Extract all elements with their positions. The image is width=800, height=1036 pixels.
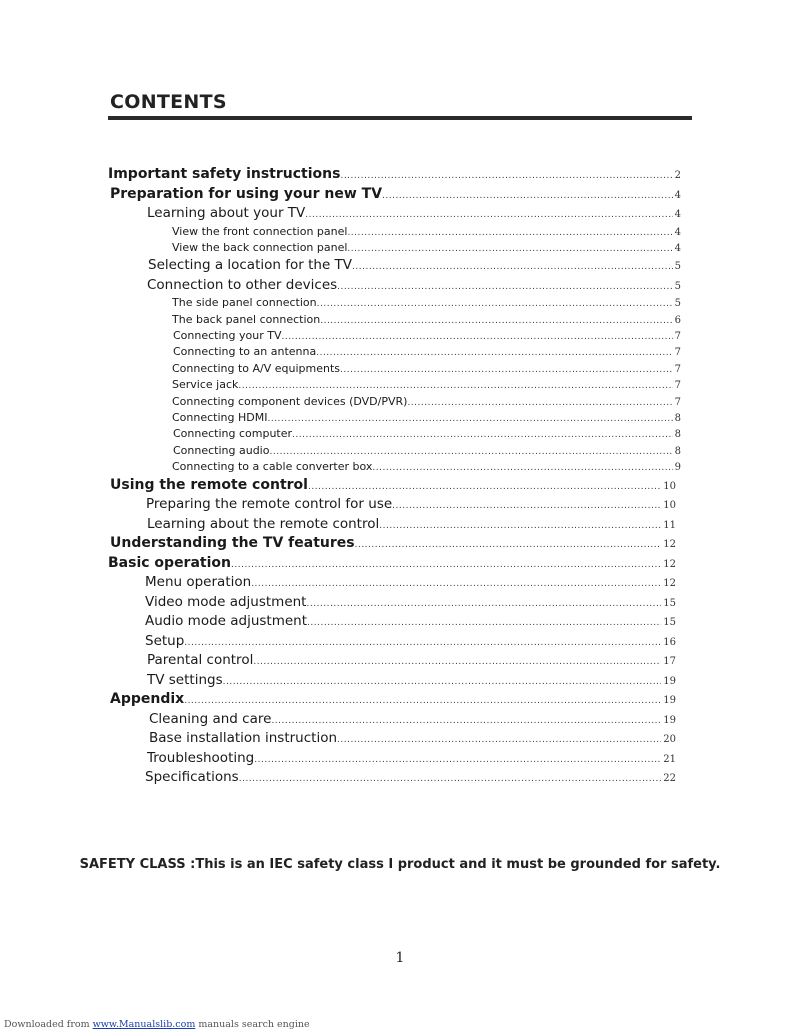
toc-entry-label: Connecting component devices (DVD/PVR) bbox=[172, 394, 408, 408]
toc-leader-dots bbox=[254, 755, 661, 765]
toc-entry-page: 4 bbox=[674, 242, 681, 254]
footer-suffix: manuals search engine bbox=[195, 1019, 310, 1030]
toc-entry-page: 7 bbox=[674, 347, 681, 359]
heading-rule bbox=[108, 116, 692, 120]
toc-leader-dots bbox=[271, 716, 661, 726]
toc-entry-label: Specifications bbox=[145, 769, 239, 786]
toc-entry bbox=[147, 516, 676, 536]
toc-entry-label: Using the remote control bbox=[110, 476, 308, 493]
toc-leader-dots bbox=[238, 381, 672, 391]
safety-class-notice: SAFETY CLASS :This is an IEC safety class I product and it must be grounded for safety. bbox=[79, 857, 721, 872]
toc-entry-page: 5 bbox=[674, 261, 681, 273]
toc-entry bbox=[145, 574, 676, 594]
toc-leader-dots bbox=[340, 365, 673, 375]
page-heading: CONTENTS bbox=[110, 91, 227, 113]
toc-entry bbox=[148, 257, 681, 277]
toc-leader-dots bbox=[292, 430, 673, 440]
toc-entry-label: Understanding the TV features bbox=[110, 535, 355, 552]
toc-entry-page: 4 bbox=[674, 189, 681, 201]
toc-leader-dots bbox=[307, 618, 661, 628]
toc-entry-label: Troubleshooting bbox=[147, 749, 255, 766]
toc-entry-page: 8 bbox=[674, 445, 681, 457]
footer-prefix: Downloaded from bbox=[4, 1019, 93, 1030]
toc-entry-label: Connecting computer bbox=[173, 427, 293, 441]
toc-leader-dots bbox=[269, 447, 672, 457]
toc-entry bbox=[147, 672, 676, 692]
toc-entry-label: Appendix bbox=[110, 691, 185, 708]
toc-leader-dots bbox=[337, 282, 672, 292]
toc-entry bbox=[149, 711, 676, 731]
toc-entry-label: View the back connection panel bbox=[172, 240, 348, 254]
toc-entry-page: 20 bbox=[663, 734, 676, 746]
toc-entry-label: Learning about your TV bbox=[147, 205, 306, 221]
toc-entry bbox=[108, 166, 681, 186]
toc-entry-label: Menu operation bbox=[145, 574, 252, 591]
toc-entry-page: 17 bbox=[663, 656, 676, 668]
toc-entry-label: Setup bbox=[145, 632, 185, 649]
toc-entry bbox=[172, 225, 681, 241]
toc-entry-page: 12 bbox=[663, 558, 676, 570]
toc-entry bbox=[145, 633, 676, 653]
toc-entry-label: Connecting to A/V equipments bbox=[172, 361, 341, 375]
toc-entry-label: Cleaning and care bbox=[149, 710, 272, 727]
toc-entry-label: View the front connection panel bbox=[172, 224, 348, 238]
toc-entry bbox=[110, 691, 676, 711]
toc-entry-label: Service jack bbox=[172, 378, 239, 392]
toc-entry-page: 19 bbox=[663, 675, 676, 687]
toc-leader-dots bbox=[317, 299, 673, 309]
toc-entry-page: 16 bbox=[663, 636, 676, 648]
toc-entry-page: 12 bbox=[663, 539, 676, 551]
toc-entry-label: TV settings bbox=[147, 671, 223, 688]
toc-leader-dots bbox=[306, 599, 661, 609]
toc-entry bbox=[145, 769, 676, 789]
toc-entry bbox=[173, 345, 681, 361]
toc-leader-dots bbox=[355, 540, 662, 550]
toc-entry bbox=[172, 296, 681, 312]
toc-entry bbox=[172, 411, 681, 427]
toc-entry-page: 19 bbox=[663, 695, 676, 707]
toc-leader-dots bbox=[372, 463, 672, 473]
toc-entry-label: The side panel connection bbox=[172, 296, 317, 310]
toc-entry-page: 5 bbox=[674, 298, 681, 310]
toc-entry-label: Preparation for using your new TV bbox=[110, 185, 383, 202]
toc-entry-page: 8 bbox=[674, 413, 681, 425]
toc-entry bbox=[108, 555, 676, 575]
table-of-contents bbox=[0, 166, 800, 789]
toc-leader-dots bbox=[340, 171, 672, 181]
toc-entry-page: 8 bbox=[674, 429, 681, 441]
toc-entry-label: Connecting HDMI bbox=[172, 411, 268, 425]
toc-entry-label: Audio mode adjustment bbox=[145, 613, 308, 630]
toc-entry bbox=[172, 395, 681, 411]
toc-leader-dots bbox=[239, 774, 662, 784]
toc-entry bbox=[145, 613, 676, 633]
toc-entry bbox=[147, 652, 676, 672]
toc-leader-dots bbox=[305, 210, 672, 220]
toc-entry bbox=[173, 329, 681, 345]
toc-leader-dots bbox=[347, 244, 672, 254]
toc-leader-dots bbox=[379, 521, 661, 531]
toc-entry-label: Connecting your TV bbox=[173, 329, 282, 343]
toc-leader-dots bbox=[184, 696, 661, 706]
toc-entry-label: Base installation instruction bbox=[149, 730, 338, 747]
toc-entry-page: 7 bbox=[674, 363, 681, 375]
toc-entry-label: Important safety instructions bbox=[108, 166, 341, 182]
manualslib-link[interactable]: www.Manualslib.com bbox=[92, 1019, 196, 1030]
toc-entry bbox=[173, 427, 681, 443]
toc-entry-label: Preparing the remote control for use bbox=[146, 496, 393, 513]
toc-entry-page: 10 bbox=[663, 500, 676, 512]
toc-leader-dots bbox=[352, 262, 673, 272]
toc-leader-dots bbox=[320, 316, 672, 326]
toc-leader-dots bbox=[337, 735, 661, 745]
toc-entry-page: 9 bbox=[674, 462, 681, 474]
toc-entry-page: 19 bbox=[663, 714, 676, 726]
toc-entry-page: 15 bbox=[663, 617, 676, 629]
toc-entry-label: Basic operation bbox=[108, 554, 231, 571]
toc-entry-page: 4 bbox=[674, 226, 681, 238]
toc-entry bbox=[172, 313, 681, 329]
toc-entry bbox=[147, 205, 681, 225]
toc-entry-page: 10 bbox=[663, 480, 676, 492]
toc-entry-label: Connection to other devices bbox=[147, 276, 338, 293]
toc-entry-label: Connecting audio bbox=[173, 443, 270, 457]
toc-entry-label: Connecting to a cable converter box bbox=[172, 460, 373, 474]
toc-entry bbox=[110, 186, 681, 206]
toc-entry-page: 7 bbox=[674, 331, 681, 343]
toc-entry-page: 7 bbox=[674, 396, 681, 408]
toc-leader-dots bbox=[253, 657, 661, 667]
toc-leader-dots bbox=[267, 414, 672, 424]
toc-entry-page: 12 bbox=[663, 578, 676, 590]
toc-entry bbox=[172, 460, 681, 476]
page-number: 1 bbox=[395, 950, 405, 966]
toc-entry bbox=[146, 496, 676, 516]
toc-leader-dots bbox=[231, 560, 661, 570]
toc-entry-label: Learning about the remote control bbox=[147, 515, 380, 532]
toc-leader-dots bbox=[308, 482, 661, 492]
toc-entry bbox=[149, 730, 676, 750]
toc-entry-label: Video mode adjustment bbox=[145, 593, 307, 610]
toc-entry-page: 11 bbox=[663, 519, 676, 531]
toc-entry bbox=[110, 535, 676, 555]
toc-entry-label: Selecting a location for the TV bbox=[148, 257, 353, 274]
toc-entry bbox=[147, 277, 681, 297]
toc-entry bbox=[172, 362, 681, 378]
toc-leader-dots bbox=[392, 501, 661, 511]
toc-entry-page: 22 bbox=[663, 773, 676, 785]
toc-leader-dots bbox=[251, 579, 661, 589]
toc-entry-label: Connecting to an antenna bbox=[173, 345, 317, 359]
toc-entry-page: 4 bbox=[674, 209, 681, 220]
toc-leader-dots bbox=[223, 677, 662, 687]
toc-entry bbox=[110, 477, 676, 497]
toc-entry-page: 21 bbox=[663, 753, 676, 765]
toc-leader-dots bbox=[407, 398, 672, 408]
download-footer bbox=[4, 1019, 310, 1030]
toc-entry-label: The back panel connection bbox=[172, 312, 321, 326]
toc-entry-page: 2 bbox=[674, 170, 681, 181]
toc-entry-page: 5 bbox=[674, 280, 681, 292]
toc-leader-dots bbox=[382, 191, 673, 201]
toc-entry-page: 15 bbox=[663, 597, 676, 609]
toc-entry bbox=[145, 594, 676, 614]
toc-leader-dots bbox=[316, 348, 672, 358]
toc-entry-page: 6 bbox=[674, 314, 681, 326]
toc-leader-dots bbox=[347, 228, 672, 238]
toc-entry bbox=[172, 378, 681, 394]
toc-entry bbox=[147, 750, 676, 770]
toc-entry-page: 7 bbox=[674, 380, 681, 392]
toc-leader-dots bbox=[281, 332, 672, 342]
toc-entry bbox=[173, 444, 681, 460]
toc-leader-dots bbox=[184, 638, 661, 648]
toc-entry-label: Parental control bbox=[147, 652, 254, 669]
toc-entry bbox=[172, 241, 681, 257]
